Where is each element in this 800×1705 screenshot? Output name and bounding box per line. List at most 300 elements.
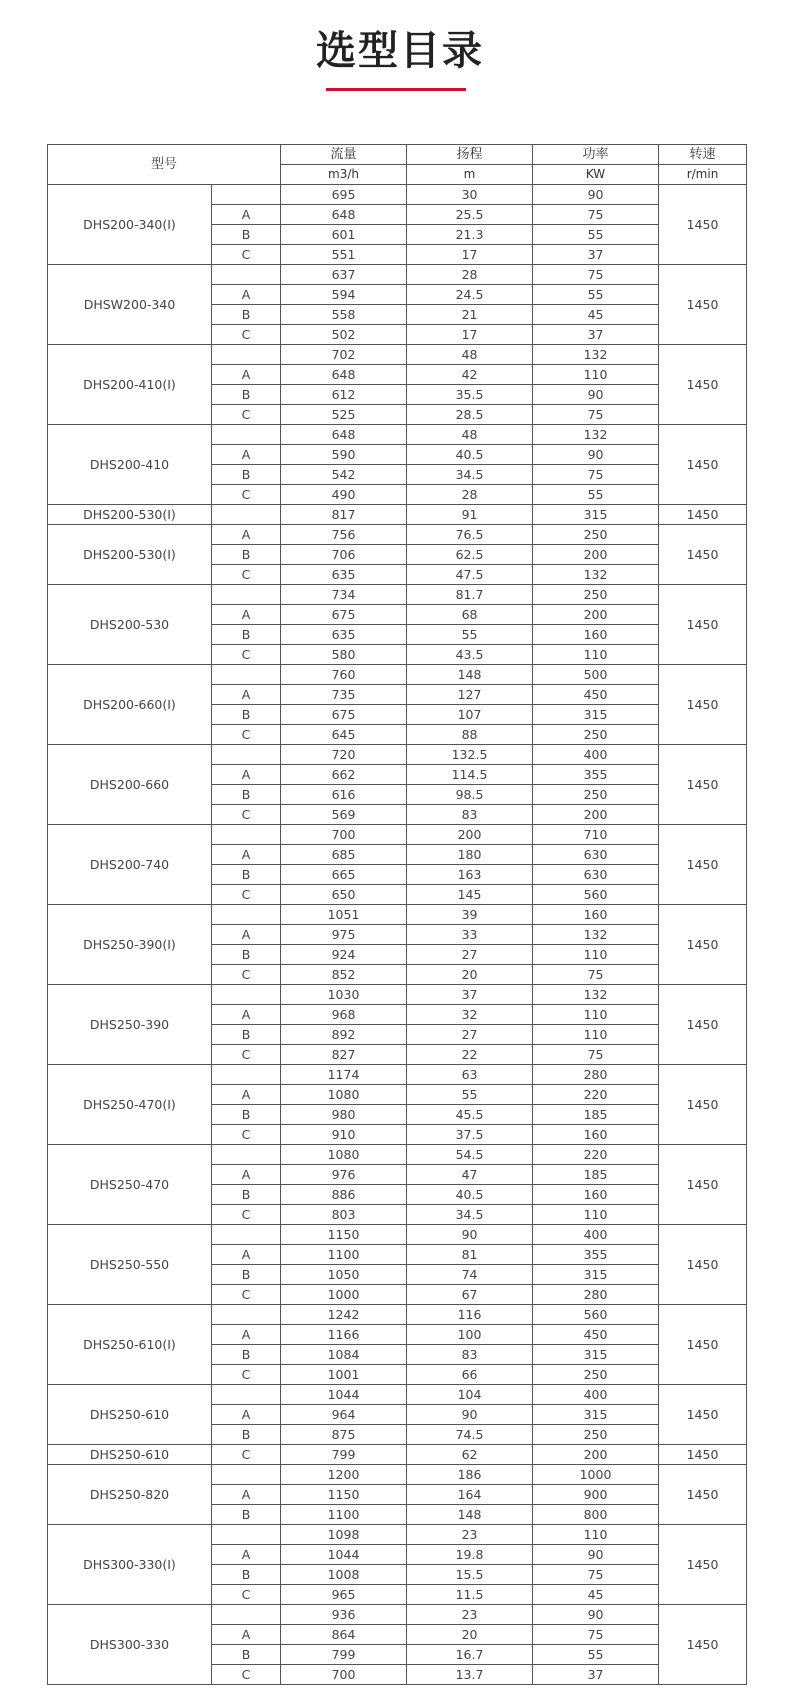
variant-cell (212, 1225, 281, 1245)
variant-cell: B (212, 705, 281, 725)
variant-cell: B (212, 465, 281, 485)
head-cell: 48 (407, 425, 533, 445)
flow-cell: 542 (281, 465, 407, 485)
power-cell: 630 (533, 865, 659, 885)
variant-cell: A (212, 685, 281, 705)
head-cell: 17 (407, 245, 533, 265)
power-cell: 220 (533, 1085, 659, 1105)
flow-cell: 675 (281, 705, 407, 725)
model-cell: DHS250-820 (48, 1465, 212, 1525)
speed-cell: 1450 (659, 1225, 747, 1305)
flow-cell: 1084 (281, 1345, 407, 1365)
power-cell: 110 (533, 645, 659, 665)
table-row (48, 525, 747, 545)
variant-cell: B (212, 1025, 281, 1045)
power-cell: 250 (533, 785, 659, 805)
head-cell: 68 (407, 605, 533, 625)
flow-cell: 700 (281, 1665, 407, 1685)
variant-cell: C (212, 1585, 281, 1605)
head-cell: 148 (407, 1505, 533, 1525)
variant-cell: A (212, 1405, 281, 1425)
variant-cell: B (212, 1645, 281, 1665)
model-cell: DHS200-410 (48, 425, 212, 505)
table-row (48, 1605, 747, 1625)
model-cell: DHS250-610 (48, 1385, 212, 1445)
model-cell: DHS250-470 (48, 1145, 212, 1225)
model-cell: DHS200-660 (48, 745, 212, 825)
head-cell: 66 (407, 1365, 533, 1385)
head-cell: 116 (407, 1305, 533, 1325)
variant-cell: A (212, 605, 281, 625)
flow-cell: 1166 (281, 1325, 407, 1345)
head-cell: 34.5 (407, 1205, 533, 1225)
variant-cell (212, 745, 281, 765)
header-power: 功率 (533, 145, 659, 165)
head-cell: 11.5 (407, 1585, 533, 1605)
header-head-unit: m (407, 165, 533, 185)
power-cell: 110 (533, 1205, 659, 1225)
power-cell: 90 (533, 445, 659, 465)
power-cell: 110 (533, 365, 659, 385)
variant-cell: B (212, 1565, 281, 1585)
head-cell: 40.5 (407, 445, 533, 465)
speed-cell: 1450 (659, 1145, 747, 1225)
power-cell: 250 (533, 525, 659, 545)
flow-cell: 1050 (281, 1265, 407, 1285)
flow-cell: 569 (281, 805, 407, 825)
variant-cell: C (212, 1045, 281, 1065)
flow-cell: 580 (281, 645, 407, 665)
head-cell: 145 (407, 885, 533, 905)
flow-cell: 616 (281, 785, 407, 805)
power-cell: 1000 (533, 1465, 659, 1485)
flow-cell: 1030 (281, 985, 407, 1005)
flow-cell: 650 (281, 885, 407, 905)
variant-cell (212, 985, 281, 1005)
head-cell: 47.5 (407, 565, 533, 585)
variant-cell (212, 1465, 281, 1485)
table-row (48, 1385, 747, 1405)
variant-cell: C (212, 485, 281, 505)
model-cell: DHS250-610 (48, 1445, 212, 1465)
variant-cell: B (212, 1265, 281, 1285)
speed-cell: 1450 (659, 185, 747, 265)
variant-cell: C (212, 1125, 281, 1145)
speed-cell: 1450 (659, 1525, 747, 1605)
power-cell: 132 (533, 925, 659, 945)
model-cell: DHS250-390 (48, 985, 212, 1065)
table-row (48, 505, 747, 525)
variant-cell: B (212, 1425, 281, 1445)
head-cell: 37 (407, 985, 533, 1005)
flow-cell: 864 (281, 1625, 407, 1645)
table-row (48, 1225, 747, 1245)
power-cell: 55 (533, 225, 659, 245)
head-cell: 114.5 (407, 765, 533, 785)
variant-cell: B (212, 1105, 281, 1125)
power-cell: 560 (533, 1305, 659, 1325)
flow-cell: 817 (281, 505, 407, 525)
variant-cell: A (212, 1005, 281, 1025)
variant-cell: B (212, 785, 281, 805)
flow-cell: 551 (281, 245, 407, 265)
flow-cell: 662 (281, 765, 407, 785)
flow-cell: 1100 (281, 1505, 407, 1525)
table-row (48, 345, 747, 365)
flow-cell: 910 (281, 1125, 407, 1145)
variant-cell: C (212, 725, 281, 745)
head-cell: 19.8 (407, 1545, 533, 1565)
head-cell: 21 (407, 305, 533, 325)
model-cell: DHS250-390(Ⅰ) (48, 905, 212, 985)
power-cell: 185 (533, 1165, 659, 1185)
flow-cell: 1044 (281, 1545, 407, 1565)
table-row (48, 1465, 747, 1485)
head-cell: 32 (407, 1005, 533, 1025)
model-cell: DHS200-410(Ⅰ) (48, 345, 212, 425)
head-cell: 21.3 (407, 225, 533, 245)
speed-cell: 1450 (659, 1305, 747, 1385)
table-row (48, 1525, 747, 1545)
variant-cell (212, 1065, 281, 1085)
variant-cell (212, 1145, 281, 1165)
head-cell: 107 (407, 705, 533, 725)
variant-cell (212, 1385, 281, 1405)
head-cell: 24.5 (407, 285, 533, 305)
variant-cell: A (212, 925, 281, 945)
flow-cell: 1001 (281, 1365, 407, 1385)
speed-cell: 1450 (659, 1385, 747, 1445)
speed-cell: 1450 (659, 1605, 747, 1685)
power-cell: 315 (533, 705, 659, 725)
head-cell: 186 (407, 1465, 533, 1485)
head-cell: 30 (407, 185, 533, 205)
speed-cell: 1450 (659, 505, 747, 525)
speed-cell: 1450 (659, 525, 747, 585)
power-cell: 132 (533, 425, 659, 445)
variant-cell (212, 1605, 281, 1625)
head-cell: 74 (407, 1265, 533, 1285)
variant-cell: A (212, 1165, 281, 1185)
power-cell: 200 (533, 545, 659, 565)
head-cell: 20 (407, 1625, 533, 1645)
power-cell: 90 (533, 185, 659, 205)
head-cell: 200 (407, 825, 533, 845)
speed-cell: 1450 (659, 1445, 747, 1465)
flow-cell: 635 (281, 565, 407, 585)
power-cell: 132 (533, 985, 659, 1005)
model-cell: DHS200-530(Ⅰ) (48, 525, 212, 585)
head-cell: 48 (407, 345, 533, 365)
flow-cell: 980 (281, 1105, 407, 1125)
header-power-unit: KW (533, 165, 659, 185)
selection-table (47, 144, 747, 1685)
flow-cell: 601 (281, 225, 407, 245)
flow-cell: 936 (281, 1605, 407, 1625)
power-cell: 160 (533, 1185, 659, 1205)
power-cell: 132 (533, 565, 659, 585)
head-cell: 81.7 (407, 585, 533, 605)
flow-cell: 720 (281, 745, 407, 765)
flow-cell: 735 (281, 685, 407, 705)
table-row (48, 665, 747, 685)
table-row (48, 1065, 747, 1085)
power-cell: 900 (533, 1485, 659, 1505)
power-cell: 160 (533, 905, 659, 925)
flow-cell: 490 (281, 485, 407, 505)
header-flow-unit: m3/h (281, 165, 407, 185)
head-cell: 132.5 (407, 745, 533, 765)
head-cell: 62.5 (407, 545, 533, 565)
power-cell: 400 (533, 745, 659, 765)
flow-cell: 1174 (281, 1065, 407, 1085)
model-cell: DHS200-660(Ⅰ) (48, 665, 212, 745)
flow-cell: 1100 (281, 1245, 407, 1265)
power-cell: 185 (533, 1105, 659, 1125)
speed-cell: 1450 (659, 265, 747, 345)
speed-cell: 1450 (659, 985, 747, 1065)
power-cell: 250 (533, 585, 659, 605)
power-cell: 75 (533, 1565, 659, 1585)
power-cell: 400 (533, 1225, 659, 1245)
variant-cell: B (212, 625, 281, 645)
head-cell: 40.5 (407, 1185, 533, 1205)
variant-cell: C (212, 965, 281, 985)
flow-cell: 635 (281, 625, 407, 645)
flow-cell: 827 (281, 1045, 407, 1065)
header-model: 型号 (48, 145, 281, 185)
power-cell: 200 (533, 1445, 659, 1465)
flow-cell: 1000 (281, 1285, 407, 1305)
power-cell: 315 (533, 1345, 659, 1365)
power-cell: 90 (533, 1545, 659, 1565)
power-cell: 250 (533, 1365, 659, 1385)
power-cell: 500 (533, 665, 659, 685)
flow-cell: 648 (281, 205, 407, 225)
flow-cell: 852 (281, 965, 407, 985)
flow-cell: 695 (281, 185, 407, 205)
flow-cell: 706 (281, 545, 407, 565)
head-cell: 98.5 (407, 785, 533, 805)
power-cell: 37 (533, 325, 659, 345)
power-cell: 75 (533, 405, 659, 425)
flow-cell: 799 (281, 1645, 407, 1665)
table-row (48, 1445, 747, 1465)
model-cell: DHS250-470(Ⅰ) (48, 1065, 212, 1145)
power-cell: 560 (533, 885, 659, 905)
flow-cell: 1051 (281, 905, 407, 925)
flow-cell: 803 (281, 1205, 407, 1225)
flow-cell: 964 (281, 1405, 407, 1425)
head-cell: 47 (407, 1165, 533, 1185)
head-cell: 83 (407, 805, 533, 825)
head-cell: 74.5 (407, 1425, 533, 1445)
variant-cell: B (212, 1185, 281, 1205)
variant-cell: A (212, 1085, 281, 1105)
table-row (48, 825, 747, 845)
power-cell: 110 (533, 1005, 659, 1025)
power-cell: 75 (533, 465, 659, 485)
power-cell: 220 (533, 1145, 659, 1165)
power-cell: 55 (533, 1645, 659, 1665)
head-cell: 37.5 (407, 1125, 533, 1145)
table-row (48, 585, 747, 605)
head-cell: 22 (407, 1045, 533, 1065)
head-cell: 62 (407, 1445, 533, 1465)
head-cell: 42 (407, 365, 533, 385)
flow-cell: 1080 (281, 1145, 407, 1165)
variant-cell: A (212, 525, 281, 545)
variant-cell: A (212, 1625, 281, 1645)
speed-cell: 1450 (659, 345, 747, 425)
power-cell: 280 (533, 1065, 659, 1085)
variant-cell (212, 265, 281, 285)
flow-cell: 1150 (281, 1485, 407, 1505)
head-cell: 28 (407, 265, 533, 285)
header-speed-unit: r/min (659, 165, 747, 185)
flow-cell: 968 (281, 1005, 407, 1025)
power-cell: 315 (533, 1265, 659, 1285)
variant-cell: B (212, 305, 281, 325)
variant-cell: A (212, 765, 281, 785)
head-cell: 54.5 (407, 1145, 533, 1165)
head-cell: 55 (407, 1085, 533, 1105)
power-cell: 55 (533, 485, 659, 505)
power-cell: 160 (533, 1125, 659, 1145)
header-flow: 流量 (281, 145, 407, 165)
flow-cell: 645 (281, 725, 407, 745)
head-cell: 67 (407, 1285, 533, 1305)
variant-cell: B (212, 225, 281, 245)
model-cell: DHS200-340(Ⅰ) (48, 185, 212, 265)
power-cell: 75 (533, 1045, 659, 1065)
header-row (48, 145, 747, 165)
head-cell: 13.7 (407, 1665, 533, 1685)
head-cell: 34.5 (407, 465, 533, 485)
variant-cell: A (212, 1245, 281, 1265)
variant-cell: B (212, 545, 281, 565)
head-cell: 83 (407, 1345, 533, 1365)
variant-cell (212, 825, 281, 845)
variant-cell: C (212, 1665, 281, 1685)
head-cell: 20 (407, 965, 533, 985)
flow-cell: 760 (281, 665, 407, 685)
head-cell: 45.5 (407, 1105, 533, 1125)
table-row (48, 905, 747, 925)
flow-cell: 700 (281, 825, 407, 845)
flow-cell: 590 (281, 445, 407, 465)
power-cell: 75 (533, 965, 659, 985)
head-cell: 55 (407, 625, 533, 645)
head-cell: 100 (407, 1325, 533, 1345)
flow-cell: 637 (281, 265, 407, 285)
variant-cell: B (212, 945, 281, 965)
power-cell: 90 (533, 385, 659, 405)
head-cell: 163 (407, 865, 533, 885)
speed-cell: 1450 (659, 1065, 747, 1145)
head-cell: 16.7 (407, 1645, 533, 1665)
flow-cell: 892 (281, 1025, 407, 1045)
flow-cell: 665 (281, 865, 407, 885)
speed-cell: 1450 (659, 905, 747, 985)
power-cell: 800 (533, 1505, 659, 1525)
power-cell: 250 (533, 1425, 659, 1445)
head-cell: 27 (407, 945, 533, 965)
power-cell: 110 (533, 945, 659, 965)
table-row (48, 185, 747, 205)
head-cell: 23 (407, 1605, 533, 1625)
power-cell: 400 (533, 1385, 659, 1405)
head-cell: 180 (407, 845, 533, 865)
flow-cell: 502 (281, 325, 407, 345)
head-cell: 164 (407, 1485, 533, 1505)
head-cell: 81 (407, 1245, 533, 1265)
flow-cell: 612 (281, 385, 407, 405)
title-underline (326, 88, 466, 91)
head-cell: 127 (407, 685, 533, 705)
variant-cell (212, 905, 281, 925)
variant-cell: A (212, 845, 281, 865)
speed-cell: 1450 (659, 585, 747, 665)
variant-cell: A (212, 1325, 281, 1345)
variant-cell: A (212, 365, 281, 385)
power-cell: 45 (533, 1585, 659, 1605)
speed-cell: 1450 (659, 425, 747, 505)
model-cell: DHS250-610(Ⅰ) (48, 1305, 212, 1385)
head-cell: 33 (407, 925, 533, 945)
variant-cell: A (212, 285, 281, 305)
power-cell: 37 (533, 245, 659, 265)
flow-cell: 594 (281, 285, 407, 305)
variant-cell: C (212, 405, 281, 425)
head-cell: 104 (407, 1385, 533, 1405)
variant-cell (212, 665, 281, 685)
header-head: 扬程 (407, 145, 533, 165)
head-cell: 28.5 (407, 405, 533, 425)
model-cell: DHS200-530 (48, 585, 212, 665)
power-cell: 450 (533, 685, 659, 705)
flow-cell: 976 (281, 1165, 407, 1185)
variant-cell: A (212, 1485, 281, 1505)
model-cell: DHSW200-340 (48, 265, 212, 345)
variant-cell (212, 425, 281, 445)
model-cell: DHS300-330 (48, 1605, 212, 1685)
head-cell: 23 (407, 1525, 533, 1545)
power-cell: 110 (533, 1025, 659, 1045)
variant-cell: B (212, 385, 281, 405)
variant-cell: B (212, 865, 281, 885)
power-cell: 355 (533, 1245, 659, 1265)
power-cell: 280 (533, 1285, 659, 1305)
variant-cell (212, 505, 281, 525)
power-cell: 630 (533, 845, 659, 865)
table-row (48, 1305, 747, 1325)
power-cell: 160 (533, 625, 659, 645)
head-cell: 27 (407, 1025, 533, 1045)
power-cell: 90 (533, 1605, 659, 1625)
flow-cell: 975 (281, 925, 407, 945)
table-row (48, 265, 747, 285)
flow-cell: 886 (281, 1185, 407, 1205)
variant-cell: C (212, 1285, 281, 1305)
variant-cell (212, 185, 281, 205)
flow-cell: 1008 (281, 1565, 407, 1585)
power-cell: 450 (533, 1325, 659, 1345)
flow-cell: 1242 (281, 1305, 407, 1325)
flow-cell: 756 (281, 525, 407, 545)
flow-cell: 799 (281, 1445, 407, 1465)
power-cell: 315 (533, 1405, 659, 1425)
